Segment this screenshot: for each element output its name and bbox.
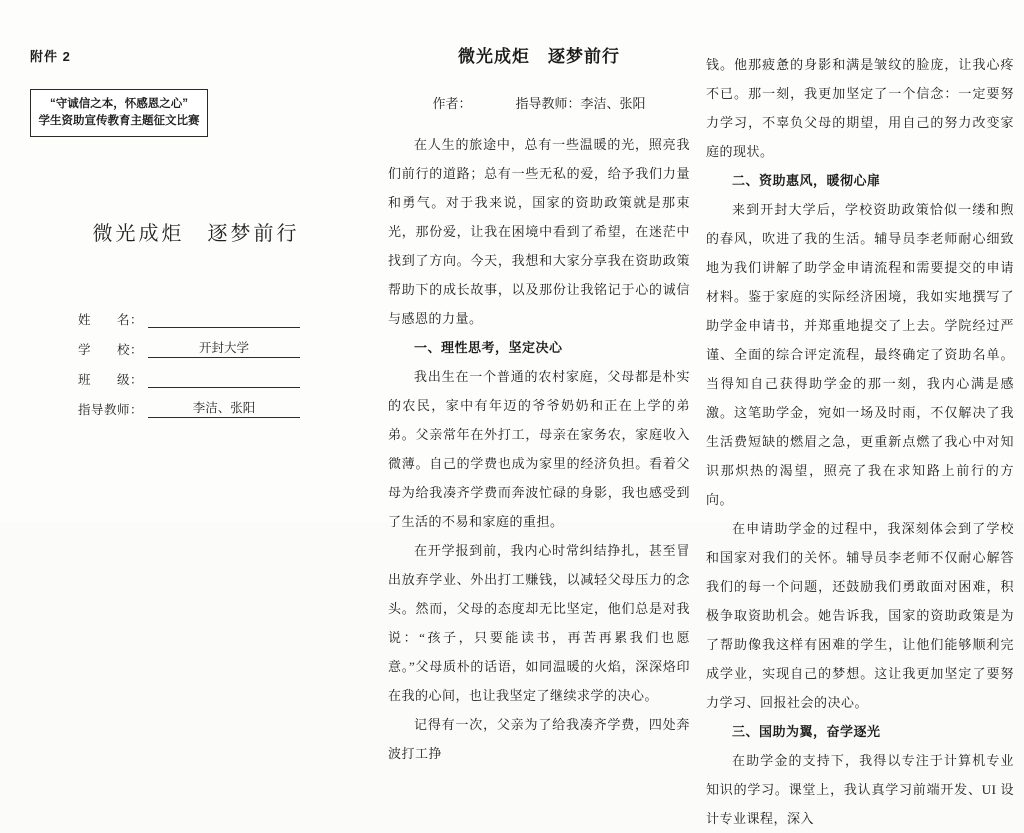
- essay-page-2: [706, 32, 1014, 833]
- author-label: 作者：: [432, 96, 472, 111]
- advisor-field-label: 指导教师：: [78, 403, 144, 417]
- field-row-advisor: [78, 388, 362, 418]
- advisor-field-value: 李洁、张阳: [148, 400, 300, 418]
- field-row-school: [78, 328, 362, 358]
- section-heading-1: 一、理性思考，坚定决心: [414, 340, 563, 355]
- competition-box-line1: “守诚信之本，怀感恩之心”: [50, 98, 188, 110]
- essay-body-page2: [706, 50, 1014, 833]
- class-field-value: [148, 387, 300, 388]
- attachment-label: 附件 2: [30, 49, 71, 64]
- advisor-label: 指导教师：李洁、张阳: [515, 96, 646, 111]
- essay-byline: [388, 93, 690, 112]
- essay-paragraph: 在开学报到前，我内心时常纠结挣扎，甚至冒出放弃学业、外出打工赚钱，以减轻父母压力的念头。然而，父母的态度却无比坚定，他们总是对我说：“孩子，只要能读书，再苦再累我们也愿意。”父母质朴的话语，如同温暖的火焰，深深烙印在我的心间，也让我坚定了继续求学的决心。: [388, 543, 690, 703]
- essay-body-page1: [388, 130, 690, 768]
- essay-paragraph: 在人生的旅途中，总有一些温暖的光，照亮我们前行的道路；总有一些无私的爱，给予我们力量和勇气。对于我来说，国家的资助政策就是那束光，那份爱，让我在困境中看到了希望，在迷茫中找到了方向。今天，我想和大家分享我在资助政策帮助下的成长故事，以及那份让我铭记于心的诚信与感恩的力量。: [388, 137, 690, 326]
- cover-title: 微光成炬 逐梦前行: [92, 223, 300, 245]
- field-row-class: [78, 358, 362, 388]
- field-row-name: [78, 298, 362, 328]
- essay-paragraph: 在助学金的支持下，我得以专注于计算机专业知识的学习。课堂上，我认真学习前端开发、UI 设计专业课程，深入: [706, 753, 1014, 826]
- essay-page-1: [388, 42, 690, 768]
- essay-paragraph-continuation: 钱。他那疲惫的身影和满是皱纹的脸庞，让我心疼不已。那一刻，我更加坚定了一个信念：一定要努力学习，不辜负父母的期望，用自己的努力改变家庭的现状。: [706, 57, 1014, 159]
- essay-paragraph: 我出生在一个普通的农村家庭，父母都是朴实的农民，家中有年迈的爷爷奶奶和正在上学的弟弟。父亲常年在外打工，母亲在家务农，家庭收入微薄。自己的学费也成为家里的经济负担。看着父母为给我凑齐学费而奔波忙碌的身影，我也感受到了生活的不易和家庭的重担。: [388, 369, 690, 529]
- competition-box-line2: 学生资助宣传教育主题征文比赛: [38, 115, 200, 127]
- name-field-label: 姓 名：: [78, 313, 144, 327]
- cover-page: [30, 46, 362, 418]
- essay-title: 微光成炬 逐梦前行: [458, 47, 620, 66]
- section-heading-3: 三、国助为翼，奋学逐光: [732, 724, 881, 739]
- essay-paragraph: 记得有一次，父亲为了给我凑齐学费，四处奔波打工挣: [388, 717, 690, 761]
- competition-title-box: [30, 89, 208, 137]
- name-field-value: [148, 327, 300, 328]
- school-field-label: 学 校：: [78, 343, 144, 357]
- section-heading-2: 二、资助惠风，暖彻心扉: [732, 173, 881, 188]
- school-field-value: 开封大学: [148, 340, 300, 358]
- cover-fields: [30, 298, 362, 418]
- class-field-label: 班 级：: [78, 373, 144, 387]
- essay-paragraph: 来到开封大学后，学校资助政策恰似一缕和煦的春风，吹进了我的生活。辅导员李老师耐心细致地为我们讲解了助学金申请流程和需要提交的申请材料。鉴于家庭的实际经济困境，我如实地撰写了助学金申请书，并郑重地提交了上去。学院经过严谨、全面的综合评定流程，最终确定了资助名单。当得知自己获得助学金的那一刻，我内心满是感激。这笔助学金，宛如一场及时雨，不仅解决了我生活费短缺的燃眉之急，更重新点燃了我心中对知识那炽热的渴望，照亮了我在求知路上前行的方向。: [706, 202, 1014, 507]
- essay-paragraph: 在申请助学金的过程中，我深刻体会到了学校和国家对我们的关怀。辅导员李老师不仅耐心解答我们的每一个问题，还鼓励我们勇敢面对困难，积极争取资助机会。她告诉我，国家的资助政策是为了帮助像我这样有困难的学生，让他们能够顺利完成学业，实现自己的梦想。这让我更加坚定了要努力学习、回报社会的决心。: [706, 521, 1014, 710]
